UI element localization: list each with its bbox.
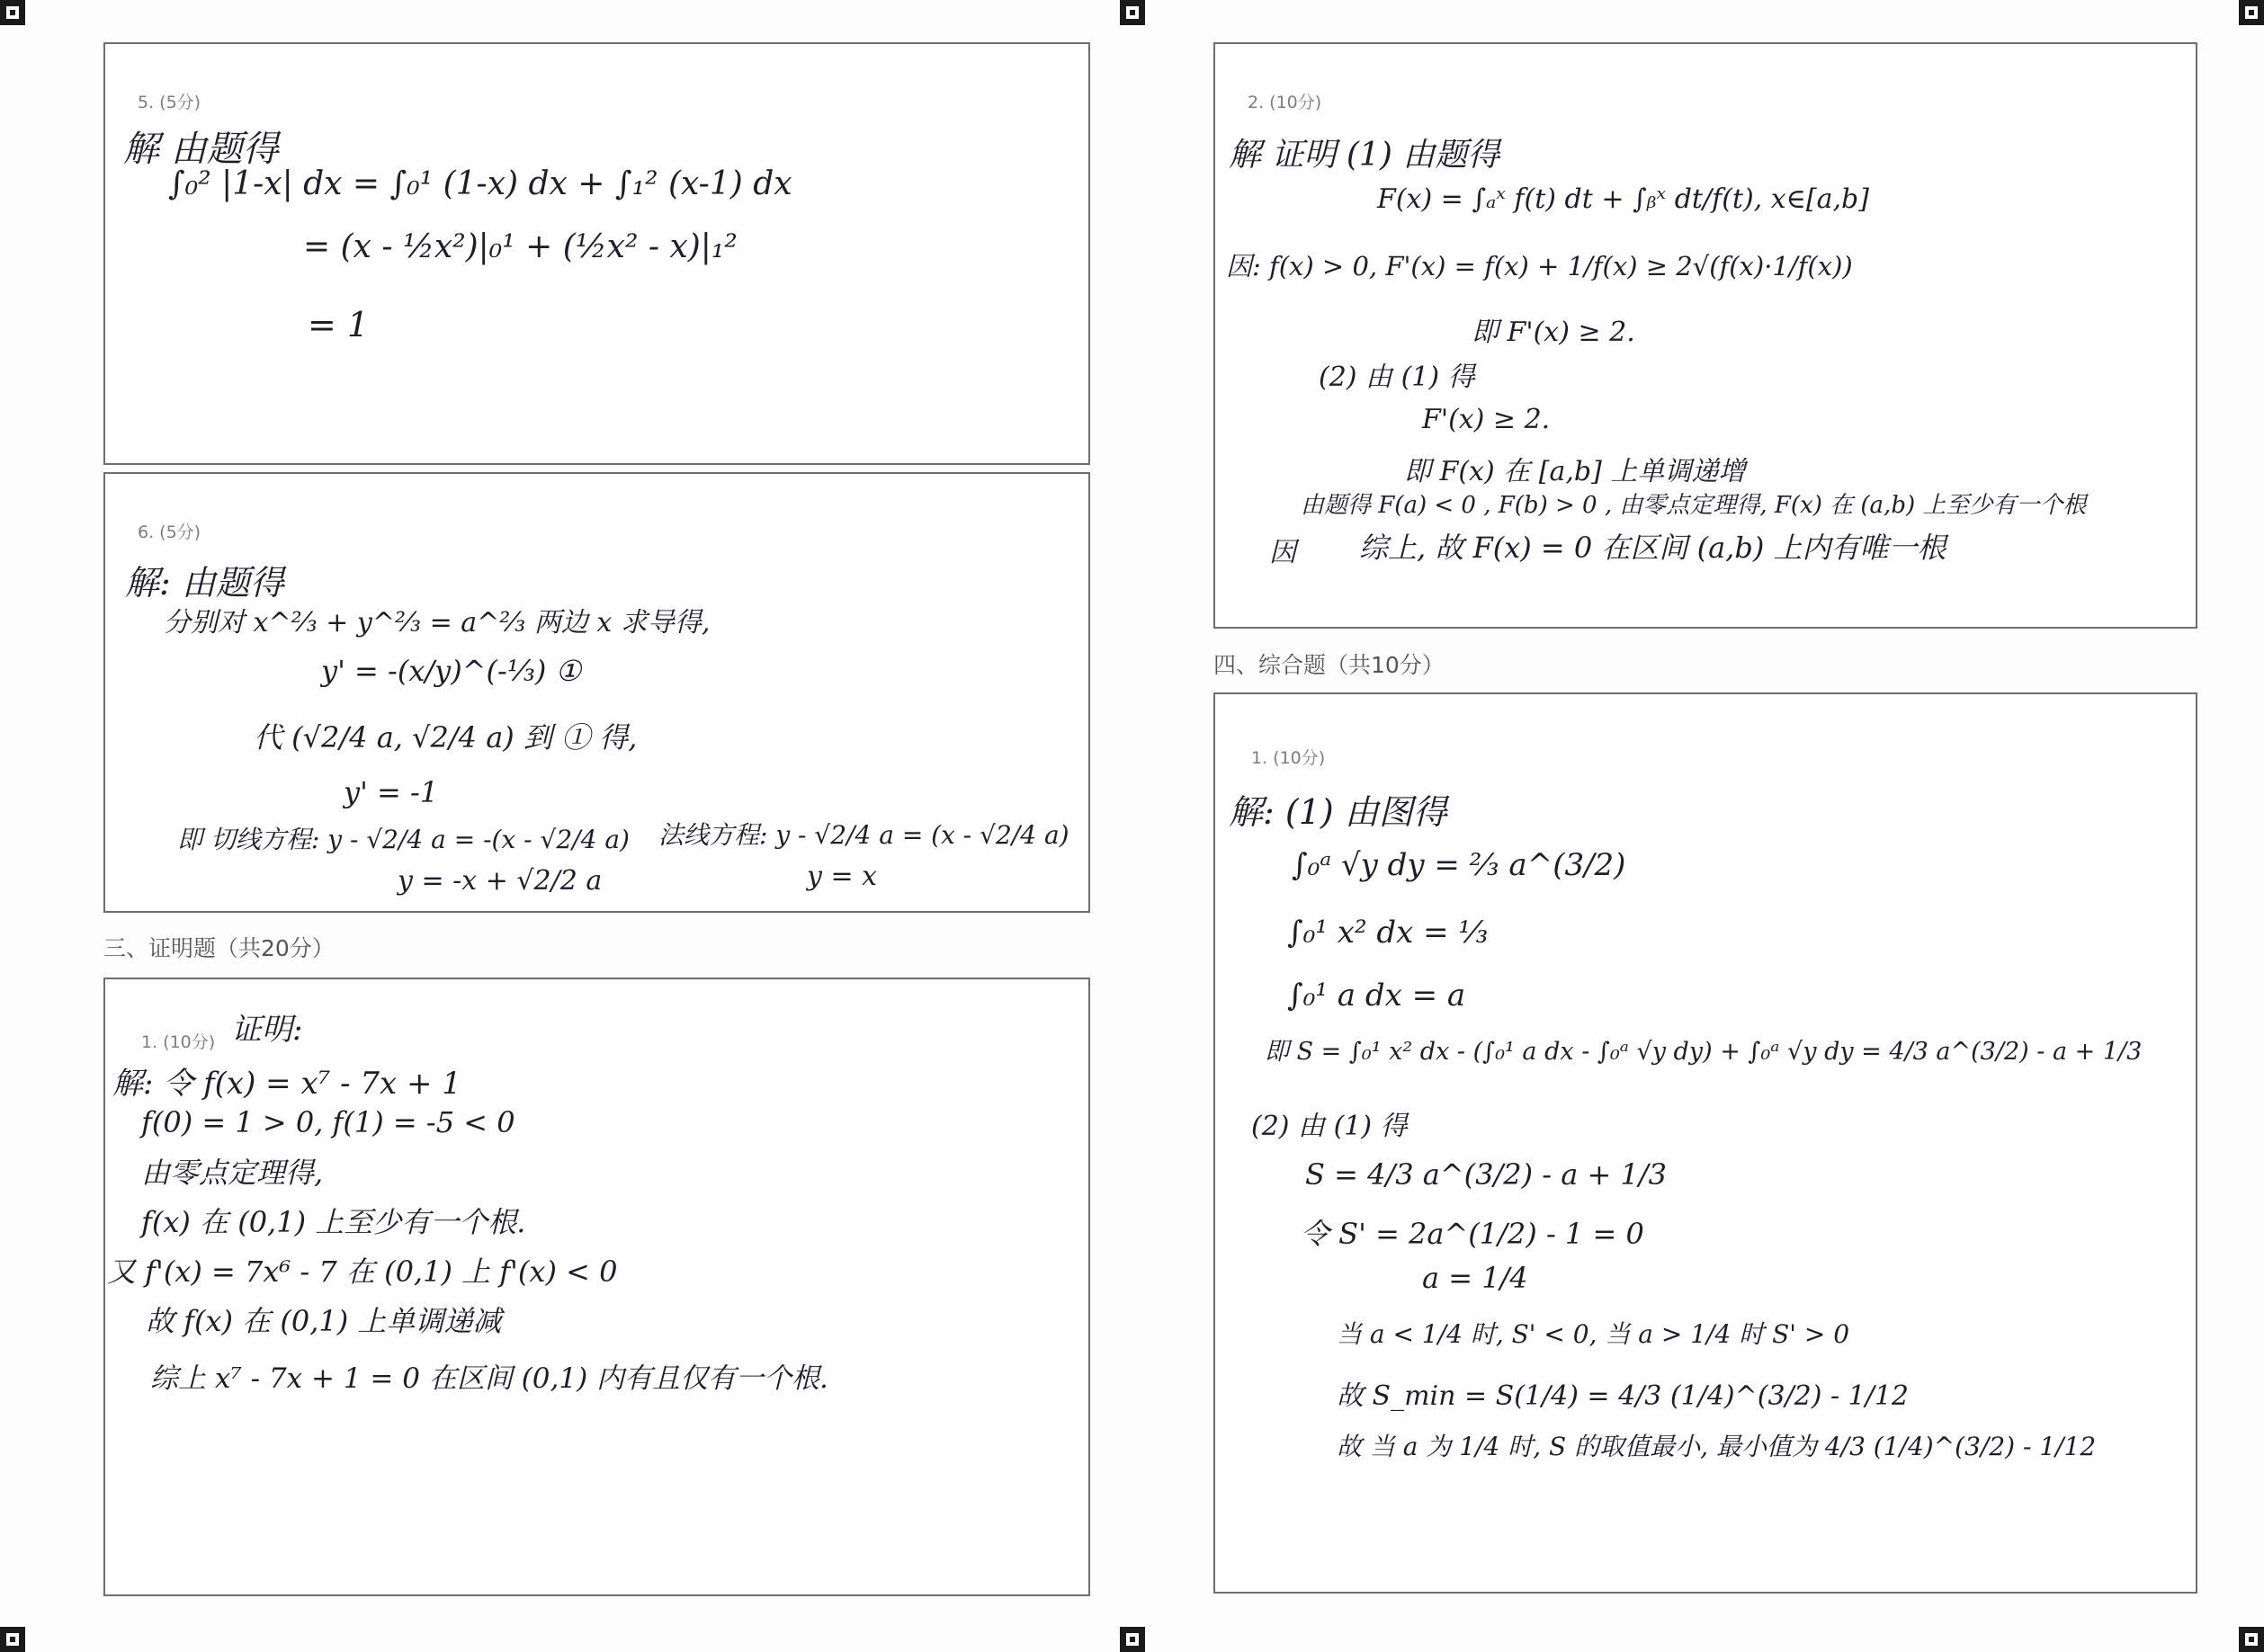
handwritten-line: 由题得 F(a) < 0 , F(b) > 0 , 由零点定理得, F(x) 在 (a,b) 上至少有一个根: [1301, 492, 2087, 519]
handwritten-line: F(x) = ∫ₐˣ f(t) dt + ∫ᵦˣ dt/f(t), x∈[a,b]: [1377, 183, 1869, 215]
question-label: 1. (10分): [1251, 748, 1326, 768]
handwritten-line: 又 f'(x) = 7x⁶ - 7 在 (0,1) 上 f'(x) < 0: [107, 1255, 618, 1289]
answer-box-proof-1: [103, 978, 1090, 1596]
handwritten-line: ∫₀¹ x² dx = ⅓: [1287, 915, 1489, 951]
handwritten-line: ∫₀¹ a dx = a: [1287, 978, 1466, 1014]
handwritten-line: (2) 由 (1) 得: [1251, 1111, 1408, 1142]
handwritten-line: 综上 x⁷ - 7x + 1 = 0 在区间 (0,1) 内有且仅有一个根.: [150, 1362, 828, 1395]
handwritten-line: f(0) = 1 > 0, f(1) = -5 < 0: [141, 1105, 515, 1139]
handwritten-line: 因: [1269, 537, 1296, 568]
handwritten-line: 代 (√2/4 a, √2/4 a) 到 ① 得,: [254, 720, 638, 755]
section-heading-proof: 三、证明题（共20分）: [103, 935, 335, 961]
handwritten-line: 解: 由题得: [125, 563, 284, 603]
question-label: 6. (5分): [138, 522, 201, 542]
handwritten-line: ∫₀² |1-x| dx = ∫₀¹ (1-x) dx + ∫₁² (x-1) dx: [168, 165, 792, 202]
handwritten-line: a = 1/4: [1422, 1261, 1528, 1295]
answer-box-comprehensive-1: [1213, 692, 2197, 1594]
question-label: 1. (10分): [141, 1032, 216, 1052]
handwritten-line: 故 当 a 为 1/4 时, S 的取值最小, 最小值为 4/3 (1/4)^(3/2) - 1/12: [1337, 1432, 2097, 1461]
handwritten-line: y = x: [807, 861, 878, 892]
registration-marker-bottom-right: [2239, 1627, 2264, 1652]
handwritten-line: ∫₀ᵃ √y dy = ⅔ a^(3/2): [1292, 847, 1626, 883]
handwritten-line: (2) 由 (1) 得: [1319, 362, 1475, 393]
handwritten-line: 即 切线方程: y - √2/4 a = -(x - √2/4 a): [177, 825, 630, 854]
answer-box-q6: [103, 472, 1090, 913]
handwritten-line: 即 F'(x) ≥ 2.: [1472, 317, 1635, 348]
registration-marker-top-left: [0, 0, 25, 25]
handwritten-line: y' = -(x/y)^(-⅓) ①: [321, 654, 582, 688]
handwritten-line: 综上, 故 F(x) = 0 在区间 (a,b) 上内有唯一根: [1359, 531, 1946, 565]
registration-marker-top-right: [2239, 0, 2264, 25]
handwritten-line: 解 证明 (1) 由题得: [1229, 137, 1500, 174]
handwritten-line: y' = -1: [344, 775, 439, 809]
handwritten-line: 令 S' = 2a^(1/2) - 1 = 0: [1301, 1217, 1644, 1251]
handwritten-line: S = 4/3 a^(3/2) - a + 1/3: [1305, 1157, 1667, 1192]
answer-box-q5: [103, 42, 1090, 465]
handwritten-line: 解 由题得: [123, 129, 279, 170]
handwritten-line: f(x) 在 (0,1) 上至少有一个根.: [141, 1205, 526, 1239]
question-label: 5. (5分): [138, 93, 201, 112]
handwritten-line: = (x - ½x²)|₀¹ + (½x² - x)|₁²: [303, 228, 738, 265]
handwritten-line: 证明:: [231, 1012, 303, 1048]
handwritten-line: y = -x + √2/2 a: [398, 865, 603, 897]
handwritten-line: 因: f(x) > 0, F'(x) = f(x) + 1/f(x) ≥ 2√(f(x)·1/f(x)): [1226, 251, 1853, 281]
registration-marker-bottom-center: [1120, 1627, 1145, 1652]
section-heading-comprehensive: 四、综合题（共10分）: [1213, 652, 1445, 678]
handwritten-line: 当 a < 1/4 时, S' < 0, 当 a > 1/4 时 S' > 0: [1337, 1319, 1850, 1349]
handwritten-line: 即 S = ∫₀¹ x² dx - (∫₀¹ a dx - ∫₀ᵃ √y dy) + ∫₀ᵃ √y dy = 4/3 a^(3/2) - a + 1/3: [1265, 1038, 2143, 1066]
answer-box-proof-2: [1213, 42, 2197, 629]
handwritten-line: 解: (1) 由图得: [1229, 792, 1447, 832]
question-label: 2. (10分): [1248, 93, 1322, 112]
handwritten-line: 法线方程: y - √2/4 a = (x - √2/4 a): [658, 820, 1069, 850]
handwritten-line: 解: 令 f(x) = x⁷ - 7x + 1: [112, 1066, 461, 1102]
handwritten-line: = 1: [308, 305, 370, 344]
handwritten-line: 故 S_min = S(1/4) = 4/3 (1/4)^(3/2) - 1/12: [1337, 1380, 1910, 1412]
handwritten-line: 由零点定理得,: [141, 1156, 324, 1190]
handwritten-line: F'(x) ≥ 2.: [1422, 404, 1551, 435]
registration-marker-top-center: [1120, 0, 1145, 25]
handwritten-line: 故 f(x) 在 (0,1) 上单调递减: [146, 1304, 502, 1338]
handwritten-line: 即 F(x) 在 [a,b] 上单调递增: [1404, 456, 1746, 487]
registration-marker-bottom-left: [0, 1627, 25, 1652]
handwritten-line: 分别对 x^⅔ + y^⅔ = a^⅔ 两边 x 求导得,: [164, 607, 711, 638]
